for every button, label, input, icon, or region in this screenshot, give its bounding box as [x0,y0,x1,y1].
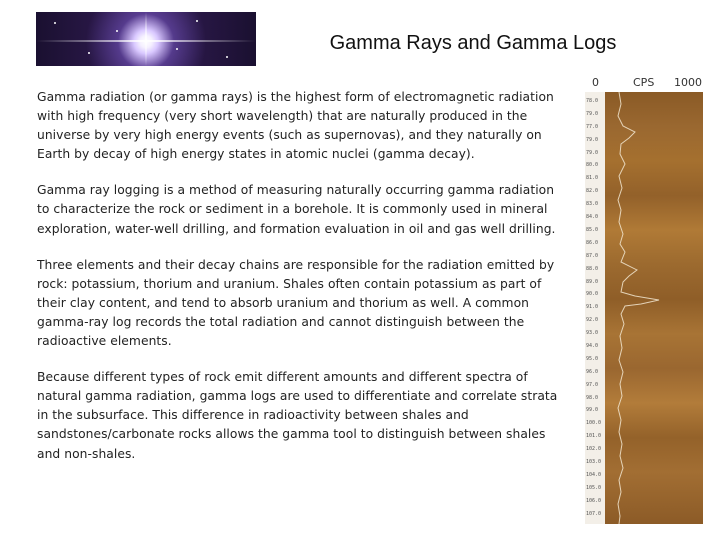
depth-label: 88.0 [586,266,599,272]
depth-label: 85.0 [586,227,599,233]
depth-label: 104.0 [586,472,602,478]
star [176,48,178,50]
depth-label: 101.0 [586,433,602,439]
depth-label: 106.0 [586,498,602,504]
depth-label: 94.0 [586,343,599,349]
depth-label: 77.0 [586,124,599,130]
depth-label: 96.0 [586,369,599,375]
supernova-image [36,12,256,66]
depth-label: 79.0 [586,111,599,117]
depth-label: 98.0 [586,395,599,401]
depth-label: 79.0 [586,150,599,156]
paragraph-rock-differentiation: Because different types of rock emit different amounts and different spectra of natural gamma radiation, gamma logs are used to differentiate and correlate strata in the subsurface. This difference in radioactivity between shales and sandstones/carbonate rocks allows the gamma tool to distinguish between shales and non-shales. [37,370,558,461]
star [88,52,90,54]
depth-label: 79.0 [586,137,599,143]
depth-label: 81.0 [586,175,599,181]
depth-label: 90.0 [586,291,599,297]
depth-label: 83.0 [586,201,599,207]
page-title: Gamma Rays and Gamma Logs [329,32,617,54]
depth-label: 105.0 [586,485,602,491]
depth-label: 92.0 [586,317,599,323]
depth-label: 97.0 [586,382,599,388]
depth-label: 89.0 [586,279,599,285]
depth-label: 86.0 [586,240,599,246]
star [116,30,118,32]
body-text [37,88,569,481]
depth-label: 78.0 [586,98,599,104]
depth-label: 82.0 [586,188,599,194]
star [226,56,228,58]
paragraph-gamma-logging: Gamma ray logging is a method of measuring naturally occurring gamma radiation to characterize the rock or sediment in a borehole. It is commonly used in mineral exploration, water-well drilling, and formation evaluation in oil and gas well drilling. [37,183,556,236]
star [196,20,198,22]
depth-label: 91.0 [586,304,599,310]
depth-label: 102.0 [586,446,602,452]
log-scale-max: 1000 [674,76,702,89]
gamma-log-core-image [585,92,703,524]
depth-label: 95.0 [586,356,599,362]
log-scale-unit: CPS [633,76,655,89]
star [54,22,56,24]
depth-label: 99.0 [586,407,599,413]
paragraph-decay-chains: Three elements and their decay chains are responsible for the radiation emitted by rock: potassium, thorium and uranium. Shales often contain potassium as part of their clay content, and tend to absorb uranium and thorium as well. A common gamma-ray log records the total radiation and cannot distinguish between the radioactive elements. [37,257,555,349]
gamma-log-trace [585,92,703,524]
light-flare-vertical [145,12,147,66]
depth-label: 100.0 [586,420,602,426]
depth-label: 107.0 [586,511,602,517]
depth-label: 103.0 [586,459,602,465]
log-scale-min: 0 [592,76,599,89]
depth-label: 80.0 [586,162,599,168]
depth-label: 87.0 [586,253,599,259]
depth-label: 84.0 [586,214,599,220]
depth-label: 93.0 [586,330,599,336]
paragraph-gamma-radiation: Gamma radiation (or gamma rays) is the highest form of electromagnetic radiation with high frequency (very short wavelength) that are naturally produced in the universe by very high energy events (such as supernovas), and they naturally on Earth by decay of high energy states in atomic nuclei (gamma decay). [37,90,554,162]
